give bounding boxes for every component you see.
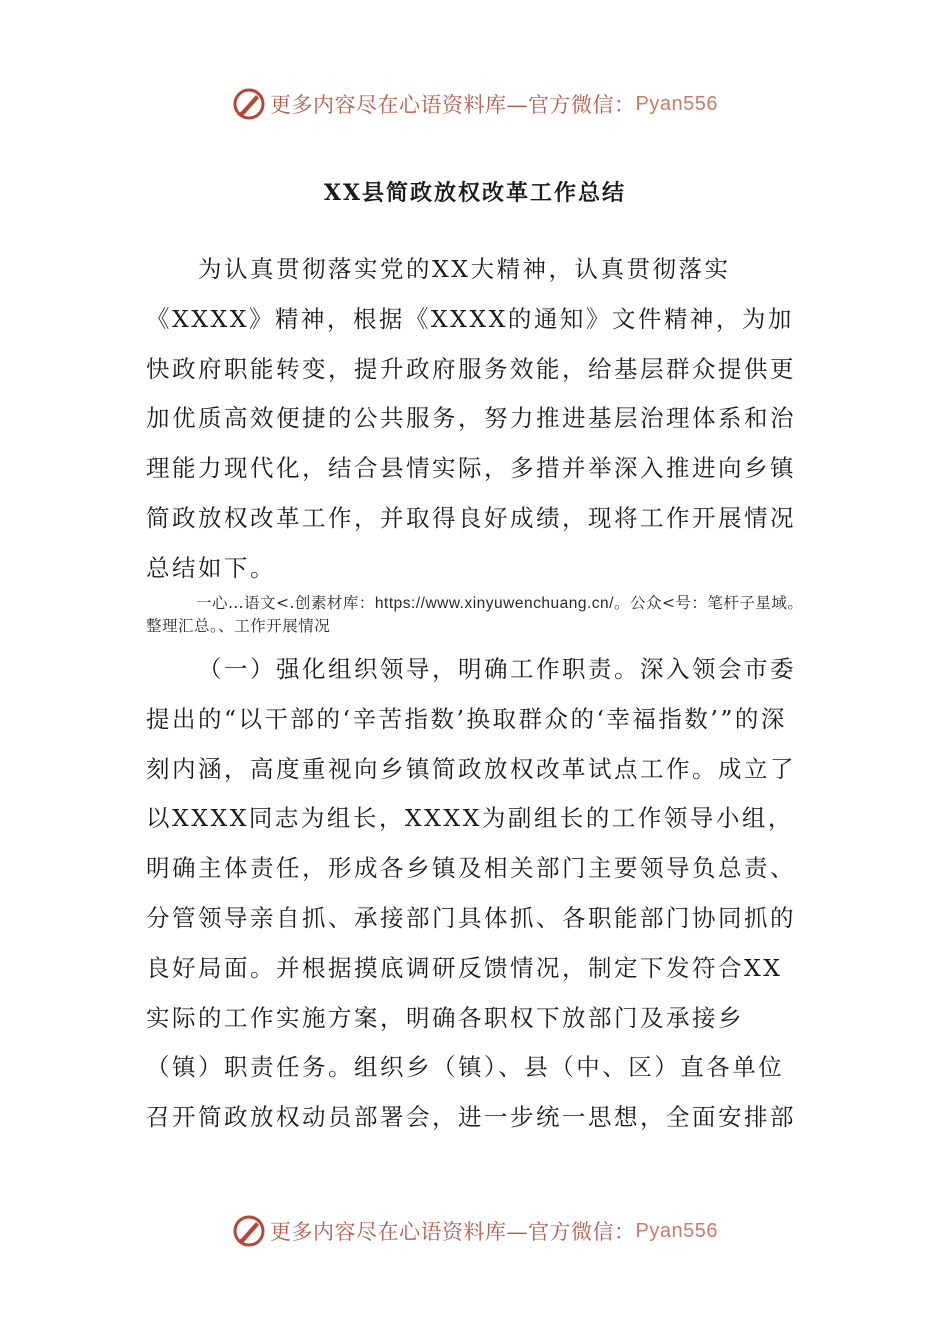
banner-wechat-id: Pyan556 bbox=[635, 1219, 718, 1242]
document-title: XX县简政放权改革工作总结 bbox=[323, 180, 627, 206]
paragraph-intro bbox=[146, 245, 806, 594]
note-suffix: 。公众<号：笔杆子星域。整理汇总。、工作开展情况 bbox=[146, 594, 804, 635]
banner-text: 更多内容尽在心语资料库—官方微信： bbox=[270, 93, 636, 117]
banner-wechat-id: Pyan556 bbox=[635, 92, 718, 115]
note-url: https://www.xinyuwenchuang.cn/ bbox=[374, 595, 614, 612]
paragraph-section-1 bbox=[146, 645, 806, 1143]
watermark-note bbox=[146, 592, 806, 638]
note-prefix: 一心…语文<.创素材库： bbox=[196, 594, 375, 612]
footer-banner bbox=[0, 1211, 950, 1251]
header-banner bbox=[0, 84, 950, 124]
paragraph-intro-text: 为认真贯彻落实党的XX大精神，认真贯彻落实《XXXX》精神，根据《XXXX的通知》文件精神，为加快政府职能转变，提升政府服务效能，给基层群众提供更加优质高效便捷的公共服务，努力推进基层治理体系和治理能力现代化，结合县情实际，多措并举深入推进向乡镇简政放权改革工作，并取得良好成绩，现将工作开展情况总结如下。 bbox=[146, 255, 796, 582]
pen-nib-logo-icon bbox=[232, 87, 266, 121]
pen-nib-logo-icon bbox=[232, 1214, 266, 1248]
banner-text: 更多内容尽在心语资料库—官方微信： bbox=[270, 1220, 636, 1244]
paragraph-section-1-text: （一）强化组织领导，明确工作职责。深入领会市委提出的“以干部的‘辛苦指数’换取群众的‘幸福指数’”的深刻内涵，高度重视向乡镇简政放权改革试点工作。成立了以XXXX同志为组长，XXXX为副组长的工作领导小组，明确主体责任，形成各乡镇及相关部门主要领导负总责、分管领导亲自抓、承接部门具体抓、各职能部门协同抓的良好局面。并根据摸底调研反馈情况，制定下发符合XX实际的工作实施方案，明确各职权下放部门及承接乡（镇）职责任务。组织乡（镇）、县（中、区）直各单位召开简政放权动员部署会，进一步统一思想，全面安排部 bbox=[146, 655, 796, 1132]
